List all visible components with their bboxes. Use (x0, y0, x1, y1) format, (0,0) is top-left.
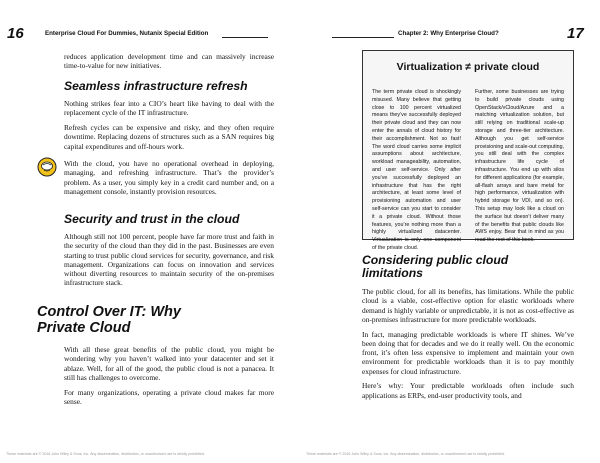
sidebar-paragraph: The term private cloud is shockingly misused. Many believe that getting close to 100 percent virtualized means they’ve successfully deployed their private cloud and they can now enter the annals of cloud history for their accomplishment. Not so fast! The word cloud carries some implicit assumptions about architecture, workload manageability, automation, and user self-service. Only after you’ve successfully deployed an infrastructure that has the right architecture, at least some level of provisioning automation and user self-service can you start to consider it a private cloud. Without those features, you’re nothing more than a highly virtualized datacenter. Virtualization is only one component of the private cloud. (372, 89, 461, 251)
page-number: 17 (567, 25, 584, 42)
section-heading-security: Security and trust in the cloud (64, 212, 240, 226)
footer-copyright: These materials are © 2016 John Wiley & Sons, Inc. Any dissemination, distribution, or unauthorized use is strictly prohibited. (6, 452, 206, 456)
header-rule (332, 37, 394, 38)
remember-paragraph: With the cloud, you have no operational overhead in deploying, managing, and refreshing infrastructure. That’s the provider’s problem. As a user, you simply key in a credit card number and, on a management console, instantly provision resources. (64, 159, 274, 196)
private-cloud-paragraph: With all these great benefits of the public cloud, you might be wondering why you haven’t walked into your datacenter and set it ablaze. Well, for all of the good, the public cloud is not a panacea. It still has challenges to overcome. (64, 345, 274, 382)
intro-paragraph: reduces application development time and can massively increase time-to-value for new initiatives. (64, 52, 274, 71)
section-heading-limitations: Considering public cloud limitations (362, 253, 509, 280)
security-paragraph: Although still not 100 percent, people have far more trust and faith in the security of the cloud than they did in the past. Businesses are even starting to trust public cloud services for security, governance, and risk management. Organizations can focus on innovation and services without diverting resources to maintain security of the on-premises infrastructure stack. (64, 232, 274, 288)
sidebar-paragraph: Further, some businesses are trying to build private clouds using OpenStack/vCloud/Azure and a matching virtualization solution, but still relying on traditional scale-up storage and three-tier architecture. Although you get self-service provisioning and scale-out computing, you still deal with the complex infrastructure life cycle of infrastructure. You end up with silos for different applications (for example, all-flash arrays and bare metal for high performance, virtualization with hybrid storage for VDI, and so on). This setup may look like a cloud on the surface but doesn’t deliver many of the benefits that public clouds like AWS enjoy. Bear that in mind as you read the rest of this book. (475, 89, 564, 244)
section-heading-refresh: Seamless infrastructure refresh (64, 79, 248, 93)
limitations-paragraph: The public cloud, for all its benefits, has limitations. While the public cloud is a viable, cost-effective option for elastic workloads where demand is highly variable or unpredictable, it is not as cost-effective as on-premises infrastructure for more predictable workloads. (362, 287, 574, 324)
sidebar-column-left (372, 89, 461, 259)
remember-icon (37, 157, 57, 177)
header-rule (222, 37, 268, 38)
page-number: 16 (7, 25, 24, 42)
private-cloud-body (64, 345, 274, 412)
limitations-paragraph: In fact, managing predictable workloads is where IT shines. We’ve been doing that for decades and we do it really well. On the economic front, it’s often less expensive to implement and maintain your own environment for predictable workloads than it is to pay monthly expenses for cloud infrastructure. (362, 329, 574, 376)
running-header: Chapter 2: Why Enterprise Cloud? (398, 30, 499, 37)
limitations-paragraph: Here’s why: Your predictable workloads often include such applications as ERPs, end-user productivity tools, and (362, 381, 574, 400)
footer-copyright: These materials are © 2016 John Wiley & Sons, Inc. Any dissemination, distribution, or unauthorized use is strictly prohibited. (306, 452, 506, 456)
refresh-paragraph: Nothing strikes fear into a CIO’s heart like having to deal with the replacement cycle of the IT infrastructure. (64, 99, 274, 118)
sidebar-column-right (475, 89, 564, 251)
refresh-paragraph: Refresh cycles can be expensive and risky, and they often require downtime. Replacing dozens of structures such as a SAN requires big capital expenditures and off-hours work. (64, 122, 274, 151)
sidebar-box (362, 50, 574, 251)
running-header: Enterprise Cloud For Dummies, Nutanix Special Edition (45, 30, 209, 37)
private-cloud-paragraph: For many organizations, operating a private cloud makes far more sense. (64, 387, 274, 406)
limitations-body (362, 287, 574, 405)
right-page (300, 0, 600, 463)
chapter-section-heading: Control Over IT: Why Private Cloud (37, 304, 181, 336)
sidebar-title: Virtualization ≠ private cloud (396, 61, 540, 73)
refresh-body (64, 99, 274, 156)
